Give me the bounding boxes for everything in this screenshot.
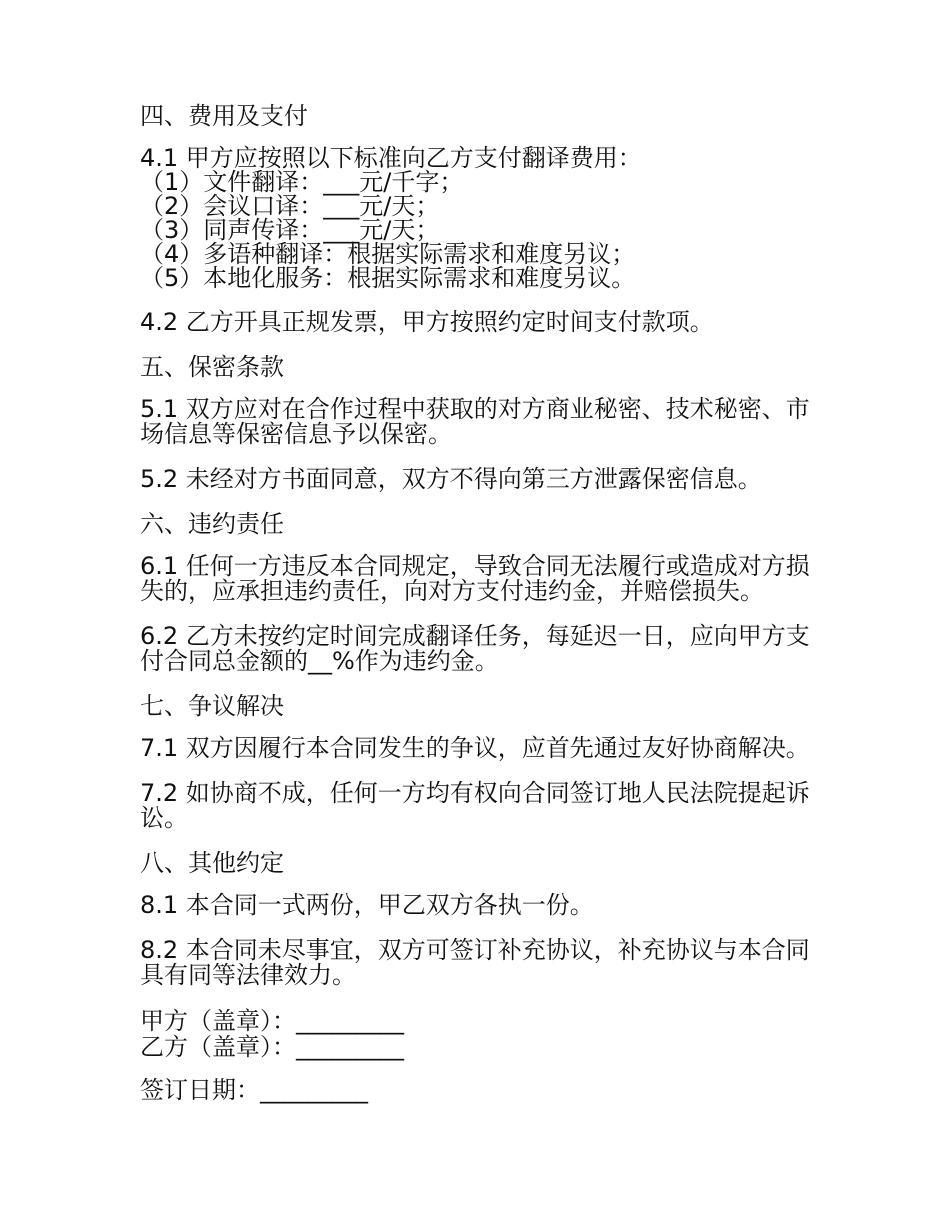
signing-date-line: 签订日期：_________ xyxy=(140,1076,368,1104)
clause-7-2: 7.2 如协商不成，任何一方均有权向合同签订地人民法院提起诉讼。 xyxy=(140,779,810,832)
section-fees xyxy=(140,104,820,335)
signature-block xyxy=(140,1008,820,1060)
section-heading-other: 八、其他约定 xyxy=(140,849,284,877)
clause-8-1: 8.1 本合同一式两份，甲乙双方各执一份。 xyxy=(140,891,594,919)
section-confidentiality xyxy=(140,355,820,492)
clause-7-1: 7.1 双方因履行本合同发生的争议，应首先通过友好协商解决。 xyxy=(140,734,810,762)
fee-item-5: （5）本地化服务：根据实际需求和难度另议。 xyxy=(140,264,636,292)
clause-5-1: 5.1 双方应对在合作过程中获取的对方商业秘密、技术秘密、市场信息等保密信息予以保密。 xyxy=(140,395,810,448)
clause-4-2: 4.2 乙方开具正规发票，甲方按照约定时间支付款项。 xyxy=(140,308,714,336)
section-heading-disputes: 七、争议解决 xyxy=(140,692,284,720)
section-heading-confidentiality: 五、保密条款 xyxy=(140,353,284,381)
fee-item-2: （2）会议口译：___元/天； xyxy=(140,192,440,220)
section-disputes xyxy=(140,694,820,831)
clause-5-2: 5.2 未经对方书面同意，双方不得向第三方泄露保密信息。 xyxy=(140,465,762,493)
party-b-seal-line: 乙方（盖章）：_________ xyxy=(140,1033,404,1061)
clause-6-1: 6.1 任何一方违反本合同规定，导致合同无法履行或造成对方损失的，应承担违约责任，向对方支付违约金，并赔偿损失。 xyxy=(140,552,810,605)
section-other xyxy=(140,851,820,988)
fee-clause-4-1 xyxy=(140,146,820,290)
section-liability xyxy=(140,512,820,674)
clause-6-2: 6.2 乙方未按约定时间完成翻译任务，每延迟一日，应向甲方支付合同总金额的__%作为违约金。 xyxy=(140,622,810,675)
fee-item-1: （1）文件翻译：___元/千字； xyxy=(140,168,464,196)
clause-4-1: 4.1 甲方应按照以下标准向乙方支付翻译费用： xyxy=(140,144,642,172)
fee-item-3: （3）同声传译：___元/天； xyxy=(140,216,440,244)
contract-page xyxy=(140,104,820,1103)
section-heading-liability: 六、违约责任 xyxy=(140,510,284,538)
party-a-seal-line: 甲方（盖章）：_________ xyxy=(140,1007,404,1035)
fee-item-4: （4）多语种翻译：根据实际需求和难度另议； xyxy=(140,240,636,268)
section-heading-fees: 四、费用及支付 xyxy=(140,102,308,130)
clause-8-2: 8.2 本合同未尽事宜，双方可签订补充协议，补充协议与本合同具有同等法律效力。 xyxy=(140,936,810,989)
